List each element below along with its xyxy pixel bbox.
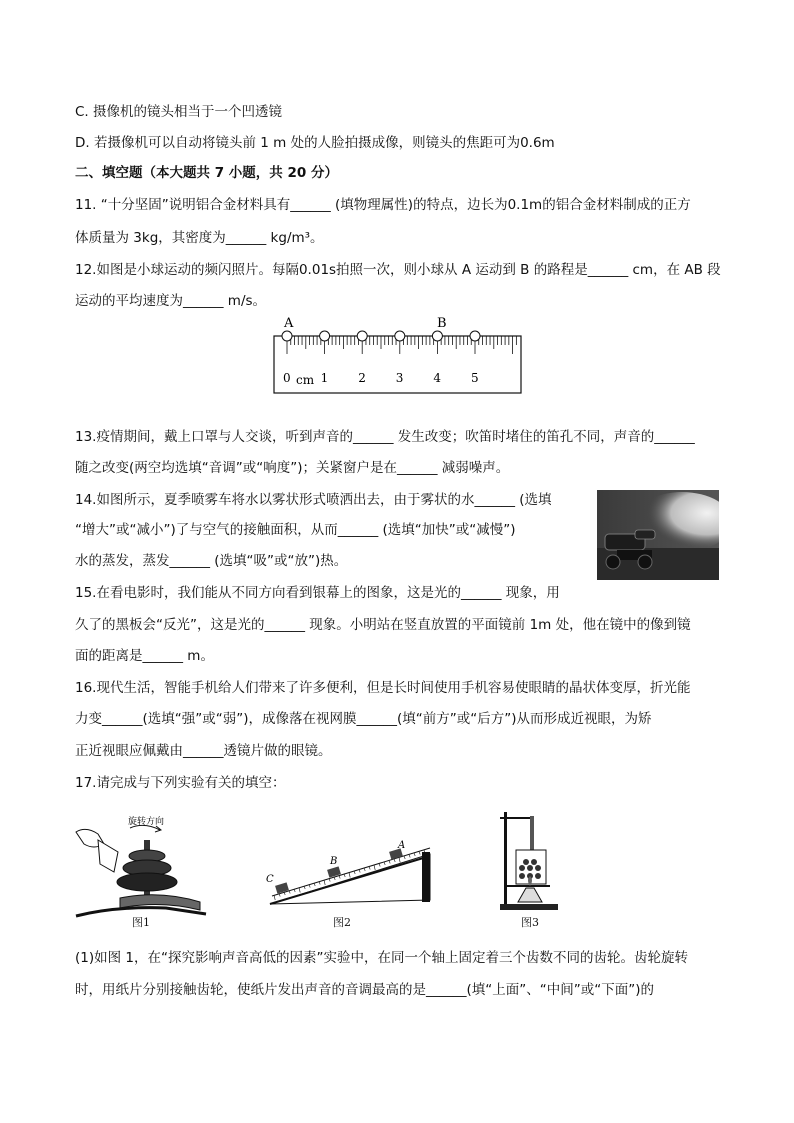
q15-line3: 面的距离是______ m。 — [75, 648, 214, 664]
q17-line1: 17.请完成与下列实验有关的填空： — [75, 775, 286, 791]
ruler-number: 1 — [320, 371, 329, 385]
ruler-label-b: B — [437, 316, 447, 331]
q16-line1: 16.现代生活，智能手机给人们带来了许多便利，但是长时间使用手机容易使眼睛的晶状体变厚，折光能 — [75, 680, 691, 696]
incline-scale-tick — [404, 856, 405, 859]
q14-line1: 14.如图所示，夏季喷雾车将水以雾状形式喷洒出去，由于雾状的水______ (选填 — [75, 492, 552, 508]
q12-line2: 运动的平均速度为______ m/s。 — [75, 293, 267, 309]
spray-truck-photo — [597, 490, 719, 580]
incline-scale-tick — [409, 855, 410, 858]
ruler-label-a: A — [284, 316, 294, 331]
ball-image — [282, 331, 292, 341]
option-c: C. 摄像机的镜头相当于一个凹透镜 — [75, 104, 283, 120]
incline-scale-tick — [389, 861, 390, 864]
q16-line3: 正近视眼应佩戴由______透镜片做的眼镜。 — [75, 743, 332, 759]
rotation-direction-note: 旋转方向 — [128, 817, 165, 827]
incline-scale-tick — [394, 859, 395, 862]
incline-scale-tick — [359, 870, 360, 873]
incline-label-c: C — [266, 874, 274, 885]
incline-label-a: A — [398, 840, 406, 851]
fig2-caption: 图2 — [333, 916, 351, 929]
incline-scale-tick — [419, 852, 420, 855]
q15-line2: 久了的黑板会“反光”，这是光的______ 现象。小明站在竖直放置的平面镜前 1m 处，他在镜中的像到镜 — [75, 617, 691, 633]
option-d: D. 若摄像机可以自动将镜头前 1 m 处的人脸拍摄成像，则镜头的焦距可为0.6m — [75, 135, 555, 151]
ruler-unit: cm — [296, 373, 315, 387]
q13-line1: 13.疫情期间，戴上口罩与人交谈，听到声音的______ 发生改变；吹笛时堵住的笛孔不同，声音的______ — [75, 429, 695, 445]
incline-scale-tick — [354, 871, 355, 874]
q15-line1: 15.在看电影时，我们能从不同方向看到银幕上的图象，这是光的______ 现象，用 — [75, 585, 560, 601]
q17-sub1-line2: 时，用纸片分别接触齿轮，使纸片发出声音的音调最高的是______(填“上面”、“中间”或“下面”)的 — [75, 982, 654, 998]
heating-apparatus-figure — [492, 808, 562, 912]
fig1-caption: 图1 — [132, 916, 150, 929]
q17-sub1-line1: (1)如图 1，在“探究影响声音高低的因素”实验中，在同一个轴上固定着三个齿数不同的齿轮。齿轮旋转 — [75, 950, 688, 966]
q14-line3: 水的蒸发，蒸发______ (选填“吸”或“放”)热。 — [75, 553, 348, 569]
section-heading: 二、填空题（本大题共 7 小题，共 20 分） — [75, 165, 338, 181]
ruler-number: 2 — [358, 371, 366, 385]
ball-image — [395, 331, 405, 341]
incline-scale-tick — [299, 888, 300, 893]
q14-line2: “增大”或“减小”)了与空气的接触面积，从而______ (选填“加快”或“减慢”) — [75, 522, 516, 538]
incline-scale-tick — [364, 868, 365, 871]
incline-scale-tick — [384, 862, 385, 865]
incline-label-b: B — [330, 856, 338, 867]
incline-scale-tick — [379, 864, 380, 867]
incline-scale-tick — [324, 880, 325, 885]
incline-scale-tick — [349, 873, 350, 878]
ruler-number: 5 — [471, 371, 479, 385]
ball-image — [357, 331, 367, 341]
q11-line1: 11. “十分坚固”说明铝合金材料具有______ (填物理属性)的特点，边长为0.1m的铝合金材料制成的正方 — [75, 197, 691, 213]
q16-line2: 力变______(选填“强”或“弱”)，成像落在视网膜______(填“前方”或“后方”)从而形成近视眼，为矫 — [75, 711, 652, 727]
incline-scale-tick — [414, 853, 415, 856]
incline-scale-tick — [274, 895, 275, 900]
q12-line1: 12.如图是小球运动的频闪照片。每隔0.01s拍照一次，则小球从 A 运动到 B 的路程是______ cm，在 AB 段 — [75, 262, 721, 278]
ruler-number: 0 — [283, 371, 291, 385]
gear-figure — [70, 812, 210, 930]
ruler-figure — [270, 312, 525, 396]
q11-line2: 体质量为 3kg，其密度为______ kg/m³。 — [75, 230, 324, 246]
incline-figure — [262, 838, 437, 908]
ball-image — [432, 331, 442, 341]
ruler-number: 3 — [395, 371, 404, 385]
ball-image — [320, 331, 330, 341]
incline-scale-tick — [369, 867, 370, 870]
q13-line2: 随之改变(两空均选填“音调”或“响度”)；关紧窗户是在______ 减弱噪声。 — [75, 460, 510, 476]
fig3-caption: 图3 — [521, 916, 539, 929]
incline-scale-tick — [374, 865, 375, 870]
incline-scale-tick — [399, 858, 400, 863]
ball-image — [470, 331, 480, 341]
ruler-number: 4 — [433, 371, 442, 385]
